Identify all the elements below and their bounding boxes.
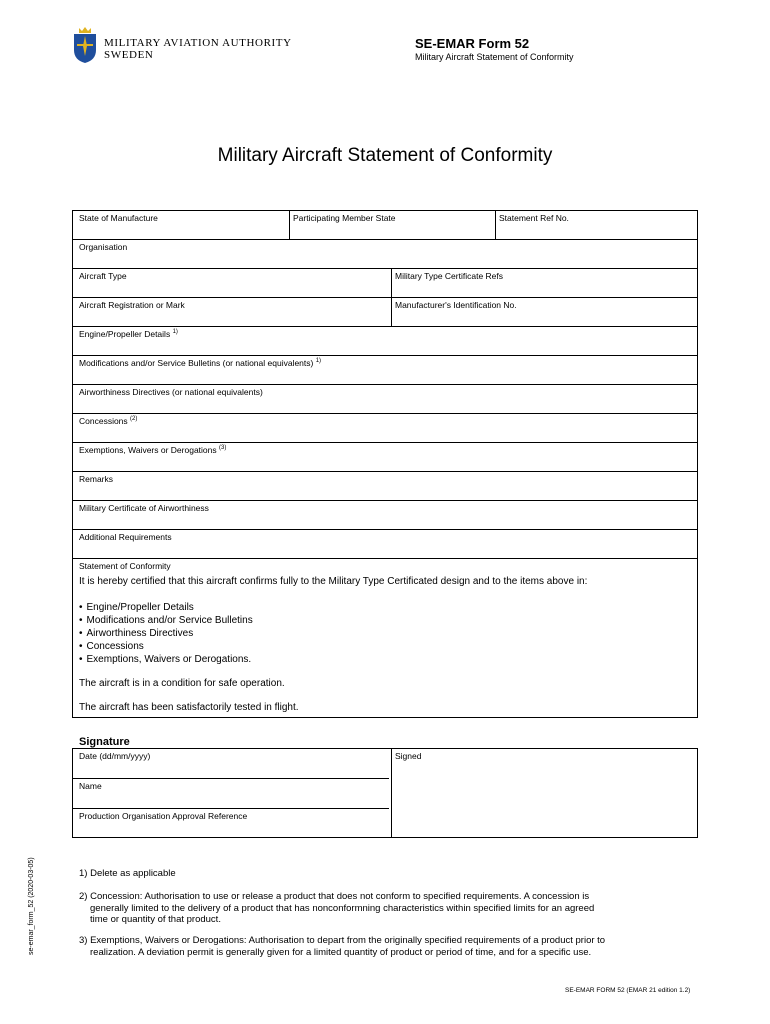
row-engine bbox=[73, 327, 697, 356]
list-item: • Airworthiness Directives bbox=[79, 627, 253, 640]
poa-reference-field[interactable]: Production Organisation Approval Reference bbox=[79, 811, 248, 821]
divider bbox=[391, 749, 392, 837]
signature-heading: Signature bbox=[79, 736, 130, 748]
modifications-field[interactable] bbox=[79, 358, 321, 368]
exemptions-label: Exemptions, Waivers or Derogations bbox=[79, 445, 217, 455]
form-id: SE-EMAR Form 52 bbox=[415, 36, 530, 51]
aircraft-registration-field[interactable]: Aircraft Registration or Mark bbox=[79, 300, 185, 310]
signed-field[interactable]: Signed bbox=[395, 751, 422, 761]
date-field[interactable]: Date (dd/mm/yyyy) bbox=[79, 751, 151, 761]
certification-text: It is hereby certified that this aircraft confirms fully to the Military Type Certificated design and to the items above in: bbox=[79, 576, 588, 587]
form-subtitle: Military Aircraft Statement of Conformity bbox=[415, 52, 574, 62]
conformity-items-list bbox=[79, 601, 253, 666]
exemptions-field[interactable] bbox=[79, 445, 226, 455]
engine-propeller-label: Engine/Propeller Details bbox=[79, 329, 171, 339]
footnote-3 bbox=[79, 935, 679, 958]
footnote-2-line: time or quantity of that product. bbox=[90, 914, 221, 925]
row-state bbox=[73, 211, 697, 240]
statement-ref-field[interactable]: Statement Ref No. bbox=[499, 213, 569, 223]
footnote-ref: (2) bbox=[130, 416, 138, 423]
statement-of-conformity-label: Statement of Conformity bbox=[79, 561, 171, 571]
additional-requirements-field[interactable]: Additional Requirements bbox=[79, 532, 172, 542]
manufacturer-id-field[interactable]: Manufacturer's Identification No. bbox=[395, 300, 517, 310]
footnote-ref: (3) bbox=[219, 445, 227, 452]
row-aircraft-type bbox=[73, 269, 697, 298]
row-airworthiness-directives bbox=[73, 385, 697, 414]
footnote-3-line: 3) Exemptions, Waivers or Derogations: Authorisation to depart from the originally specified requirements of a product prior to bbox=[79, 935, 606, 946]
list-item: • Engine/Propeller Details bbox=[79, 601, 253, 614]
footnote-3-line: realization. A deviation permit is generally given for a limited quantity of product or period of time, and for a specific use. bbox=[90, 946, 592, 958]
list-item: • Exemptions, Waivers or Derogations. bbox=[79, 653, 253, 666]
engine-propeller-field[interactable] bbox=[79, 329, 178, 339]
military-type-cert-refs-field[interactable]: Military Type Certificate Refs bbox=[395, 271, 504, 281]
row-concessions bbox=[73, 414, 697, 443]
state-of-manufacture-field[interactable]: State of Manufacture bbox=[79, 213, 158, 223]
row-exemptions bbox=[73, 443, 697, 472]
remarks-field[interactable]: Remarks bbox=[79, 474, 114, 484]
authority-country: SWEDEN bbox=[104, 49, 154, 61]
row-name bbox=[73, 779, 389, 809]
concessions-label: Concessions bbox=[79, 416, 128, 426]
divider bbox=[495, 211, 496, 239]
footnote-ref: 1) bbox=[315, 358, 322, 365]
name-field[interactable]: Name bbox=[79, 781, 102, 791]
document-version-label: se-emar_form_52 (2020-03-05) bbox=[28, 857, 35, 955]
list-item: • Concessions bbox=[79, 640, 253, 653]
divider bbox=[391, 269, 392, 297]
flight-tested-text: The aircraft has been satisfactorily tested in flight. bbox=[79, 702, 299, 713]
concessions-field[interactable] bbox=[79, 416, 137, 426]
row-date bbox=[73, 749, 389, 779]
signature-form bbox=[72, 748, 698, 838]
row-military-cert bbox=[73, 501, 697, 530]
row-organisation bbox=[73, 240, 697, 269]
list-item: • Modifications and/or Service Bulletins bbox=[79, 614, 253, 627]
footnote-2-line: generally limited to the delivery of a product that has nonconformning characteristics within specified limits for an agreed bbox=[90, 902, 595, 914]
form-reference: SE-EMAR FORM 52 (EMAR 21 edition 1.2) bbox=[565, 987, 691, 994]
row-additional-requirements bbox=[73, 530, 697, 559]
aircraft-type-field[interactable]: Aircraft Type bbox=[79, 271, 127, 281]
conformity-form bbox=[72, 210, 698, 718]
footnote-1: 1) Delete as applicable bbox=[79, 868, 176, 879]
airworthiness-directives-field[interactable]: Airworthiness Directives (or national equivalents) bbox=[79, 387, 263, 397]
organisation-field[interactable]: Organisation bbox=[79, 242, 128, 252]
authority-emblem-icon bbox=[72, 26, 98, 64]
footnote-2 bbox=[79, 891, 679, 926]
page-title: Military Aircraft Statement of Conformity bbox=[217, 145, 553, 166]
divider bbox=[391, 298, 392, 326]
footnote-ref: 1) bbox=[172, 329, 178, 336]
row-registration bbox=[73, 298, 697, 327]
military-cert-airworthiness-field[interactable]: Military Certificate of Airworthiness bbox=[79, 503, 209, 513]
divider bbox=[289, 211, 290, 239]
row-modifications bbox=[73, 356, 697, 385]
modifications-label: Modifications and/or Service Bulletins (or national equivalents) bbox=[79, 358, 314, 368]
footnote-2-line: 2) Concession: Authorisation to use or release a product that does not conform to specified requirements. A concession is bbox=[79, 891, 590, 902]
row-remarks bbox=[73, 472, 697, 501]
authority-name: MILITARY AVIATION AUTHORITY bbox=[104, 37, 292, 49]
participating-member-state-field[interactable]: Participating Member State bbox=[293, 213, 396, 223]
safe-operation-text: The aircraft is in a condition for safe operation. bbox=[79, 678, 285, 689]
